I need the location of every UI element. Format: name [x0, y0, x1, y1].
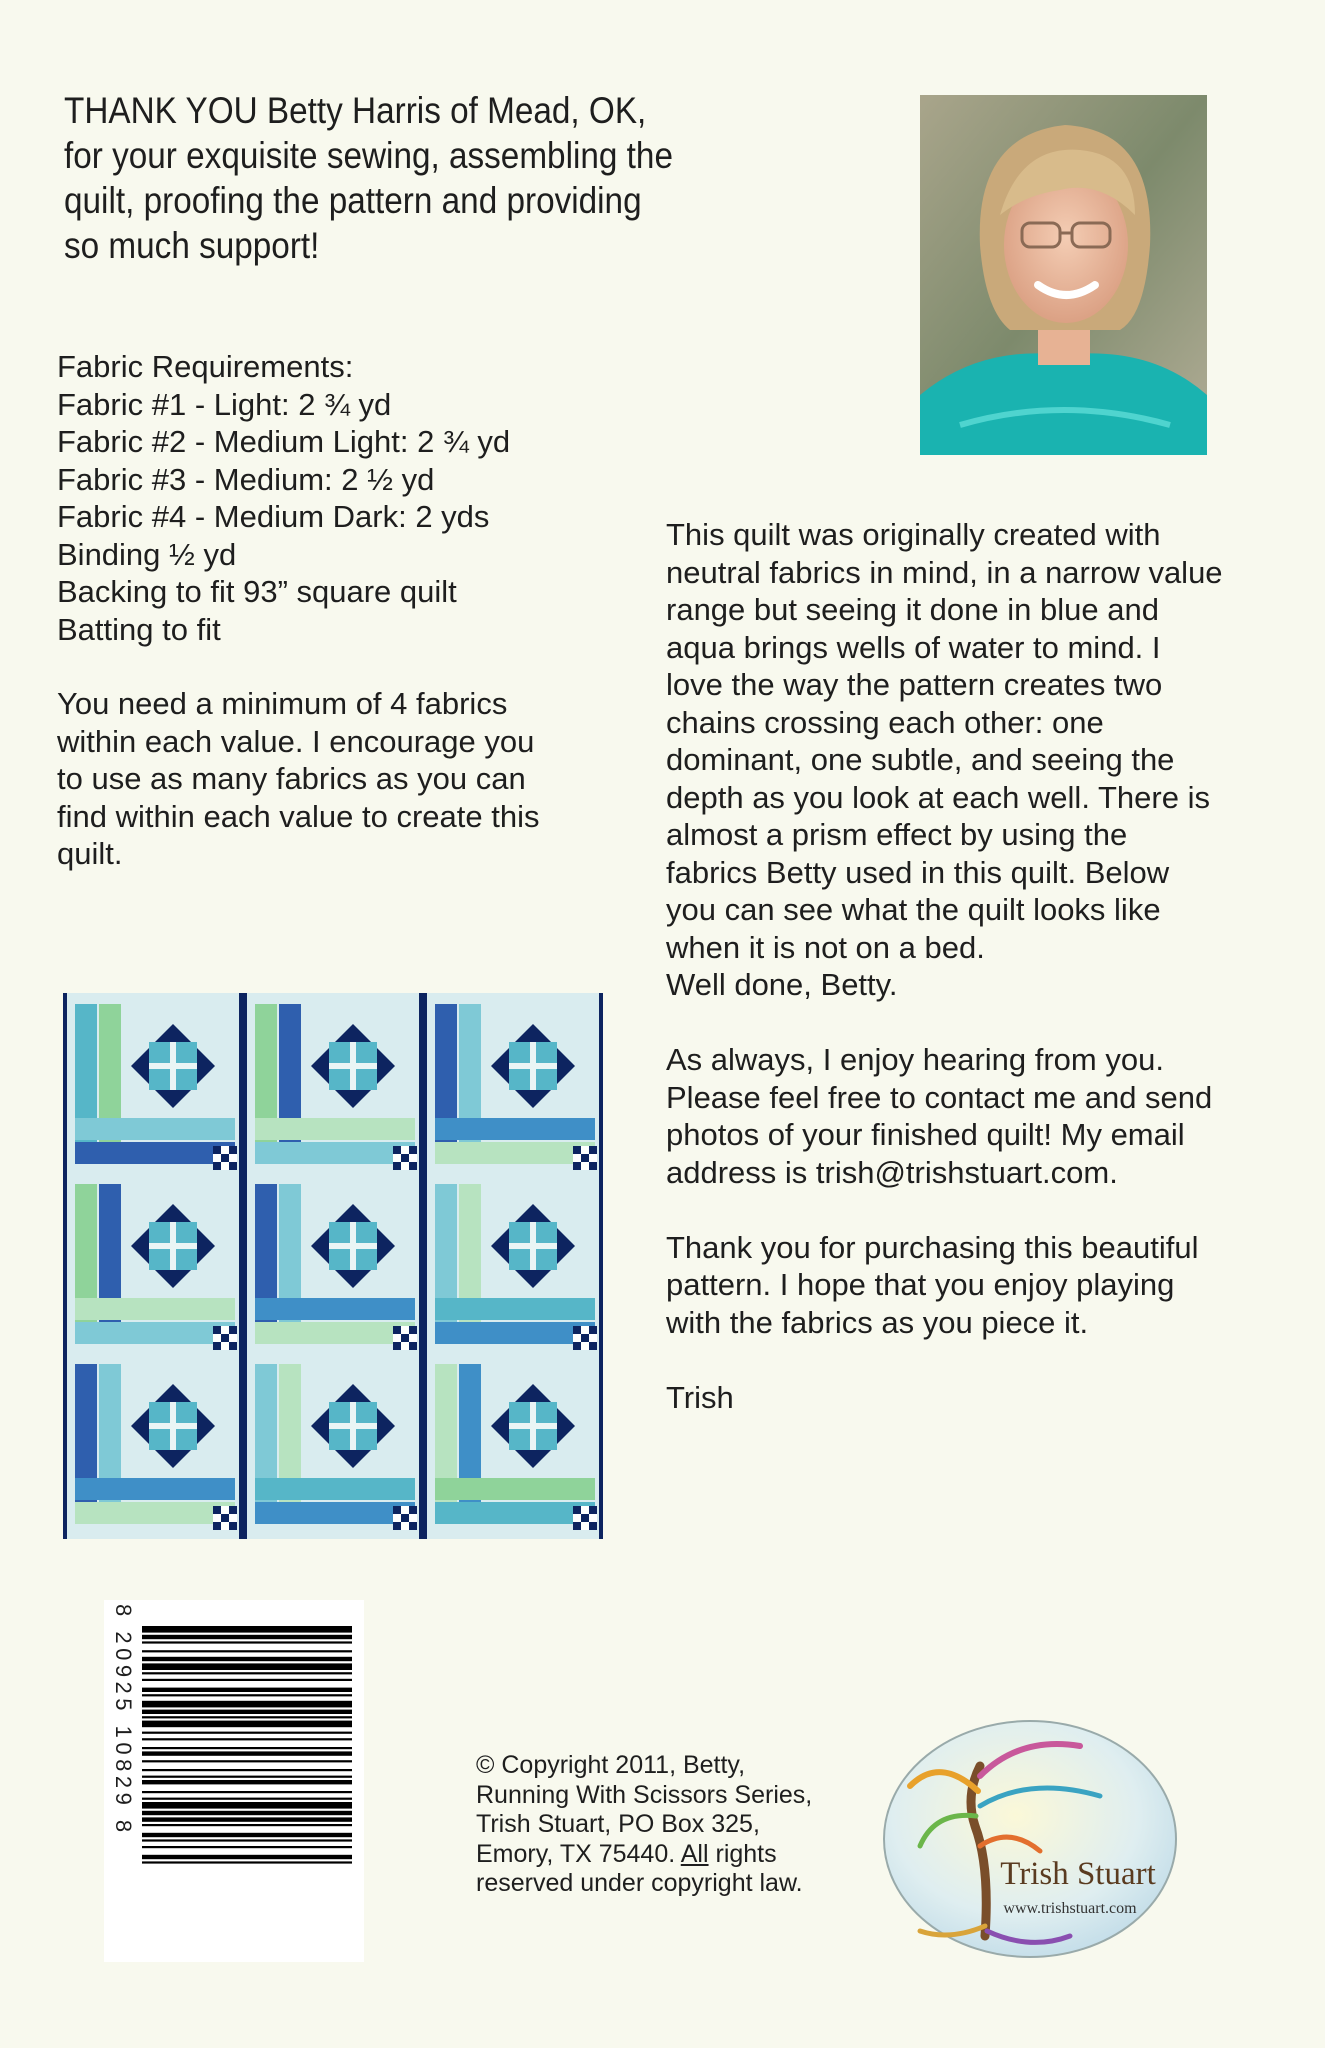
quilt-patch — [589, 1522, 597, 1530]
copyright-line: © Copyright 2011, Betty, — [476, 1751, 746, 1779]
quilt-patch — [401, 1342, 409, 1350]
copyright-rights: rights — [708, 1839, 777, 1868]
quilt-patch — [221, 1334, 229, 1342]
quilt-patch — [75, 1118, 235, 1140]
barcode-bar — [142, 1694, 352, 1696]
quilt-patch — [229, 1342, 237, 1350]
quilt-patch — [329, 1423, 377, 1429]
story-line: range but seeing it done in blue and — [666, 592, 1159, 627]
quilt-patch — [75, 1298, 235, 1320]
barcode-bar — [142, 1769, 352, 1771]
story-line: with the fabrics as you piece it. — [666, 1304, 1089, 1340]
quilt-patch — [401, 1154, 409, 1162]
quilt-patch — [213, 1506, 221, 1514]
quilt-patch — [589, 1326, 597, 1334]
quilt-patch — [589, 1154, 597, 1162]
barcode-bar — [142, 1791, 352, 1793]
barcode-bar — [142, 1839, 352, 1841]
quilt-patch — [409, 1522, 417, 1530]
barcode-bar — [142, 1802, 352, 1809]
quilt-patch — [573, 1342, 581, 1350]
story-paragraph — [666, 516, 1296, 966]
quilt-patch — [419, 993, 427, 1539]
barcode-bar — [142, 1688, 352, 1692]
quilt-photo — [63, 993, 603, 1539]
thank-you-line: so much support! — [64, 225, 320, 266]
quilt-patch — [239, 993, 247, 1539]
email-line: address is trish@trishstuart.com. — [666, 1154, 1118, 1190]
note-line: within each value. I encourage you — [57, 723, 535, 759]
author-photo — [920, 95, 1207, 455]
quilt-patch — [255, 1502, 415, 1524]
quilt-patch — [213, 1162, 221, 1170]
quilt-patch — [213, 1154, 221, 1162]
quilt-patch — [229, 1334, 237, 1342]
quilt-patch — [599, 993, 603, 1539]
story-paragraph-thanks — [666, 1229, 1296, 1342]
quilt-patch — [229, 1146, 237, 1154]
barcode-bar — [142, 1833, 352, 1837]
note-line: find within each value to create this — [57, 798, 540, 834]
quilt-patch — [509, 1063, 557, 1069]
quilt-patch — [589, 1514, 597, 1522]
quilt-patch — [221, 1506, 229, 1514]
thank-you-line: quilt, proofing the pattern and providing — [64, 180, 642, 221]
story-line: pattern. I hope that you enjoy playing — [666, 1267, 1175, 1302]
author-portrait-image — [920, 95, 1207, 455]
quilt-patch — [255, 1118, 415, 1140]
quilt-patch — [63, 993, 67, 1539]
thank-you-line: for your exquisite sewing, assembling the — [64, 135, 673, 176]
quilt-patch — [581, 1162, 589, 1170]
copyright-address: Emory, TX 75440. — [476, 1839, 681, 1868]
story-line: love the way the pattern creates two — [666, 667, 1163, 702]
quilt-patch — [229, 1326, 237, 1334]
quilt-patch — [409, 1146, 417, 1154]
quilt-patch — [221, 1146, 229, 1154]
quilt-patch — [221, 1326, 229, 1334]
story-line: depth as you look at each well. There is — [666, 779, 1210, 815]
fabric-line: Fabric #4 - Medium Dark: 2 yds — [57, 499, 490, 534]
logo-tree-icon — [880, 1716, 1180, 1962]
quilt-patch — [589, 1506, 597, 1514]
quilt-patch — [149, 1243, 197, 1249]
quilt-patch — [75, 1502, 235, 1524]
barcode-bar — [142, 1738, 352, 1740]
barcode-bar — [142, 1641, 352, 1643]
barcode — [104, 1600, 364, 1962]
quilt-patch — [75, 1478, 235, 1500]
quilt-patch — [393, 1514, 401, 1522]
quilt-patch — [573, 1522, 581, 1530]
quilt-patch — [573, 1146, 581, 1154]
binding-line: Binding ½ yd — [57, 536, 237, 572]
barcode-bar — [142, 1650, 352, 1652]
quilt-patch — [149, 1063, 197, 1069]
quilt-patch — [393, 1154, 401, 1162]
quilt-patch — [329, 1063, 377, 1069]
fabric-requirements — [57, 348, 617, 648]
quilt-patch — [409, 1154, 417, 1162]
story-line: chains crossing each other: one — [666, 704, 1104, 740]
barcode-bar — [142, 1861, 352, 1863]
copyright-line: Trish Stuart, PO Box 325, — [476, 1810, 760, 1838]
barcode-bar — [142, 1780, 352, 1784]
copyright-line: Running With Scissors Series, — [476, 1780, 813, 1809]
quilt-patch — [589, 1334, 597, 1342]
quilt-patch — [229, 1506, 237, 1514]
quilt-patch — [393, 1146, 401, 1154]
barcode-bar — [142, 1716, 352, 1718]
quilt-patch — [393, 1334, 401, 1342]
quilt-patch — [581, 1146, 589, 1154]
quilt-patch — [213, 1146, 221, 1154]
quilt-patch — [213, 1342, 221, 1350]
quilt-patch — [213, 1514, 221, 1522]
thank-you-line: THANK YOU Betty Harris of Mead, OK, — [64, 90, 647, 131]
quilt-patch — [255, 1478, 415, 1500]
barcode-bar — [142, 1798, 352, 1800]
quilt-patch — [589, 1146, 597, 1154]
barcode-bar — [142, 1817, 352, 1821]
note-line: You need a minimum of 4 fabrics — [57, 686, 508, 721]
fabric-line: Fabric #3 - Medium: 2 ½ yd — [57, 461, 435, 497]
story-line: Thank you for purchasing this beautiful — [666, 1229, 1199, 1265]
quilt-patch — [581, 1522, 589, 1530]
quilt-patch — [393, 1342, 401, 1350]
quilt-patch — [573, 1514, 581, 1522]
quilt-patch — [221, 1154, 229, 1162]
fabric-line: Fabric #1 - Light: 2 ¾ yd — [57, 386, 392, 422]
barcode-bar — [142, 1751, 352, 1755]
quilt-patch — [409, 1514, 417, 1522]
quilt-patch — [581, 1154, 589, 1162]
quilt-patch — [573, 1334, 581, 1342]
story-line: dominant, one subtle, and seeing the — [666, 742, 1175, 777]
quilt-patch — [435, 1298, 595, 1320]
barcode-bar — [142, 1663, 352, 1670]
quilt-patch — [393, 1522, 401, 1530]
trish-stuart-logo — [880, 1716, 1180, 1962]
quilt-patch — [75, 1142, 235, 1164]
quilt-patch — [229, 1162, 237, 1170]
quilt-patch — [255, 1142, 415, 1164]
story-line: almost a prism effect by using the — [666, 817, 1128, 852]
story-line: photos of your finished quilt! My email — [666, 1117, 1185, 1152]
copyright-notice — [476, 1751, 876, 1899]
story-line: As always, I enjoy hearing from you. — [666, 1042, 1164, 1077]
story-line: when it is not on a bed. — [666, 929, 985, 965]
copyright-line: reserved under copyright law. — [476, 1869, 803, 1897]
quilt-patch — [213, 1522, 221, 1530]
quilt-patch — [573, 1506, 581, 1514]
quilt-patch — [409, 1506, 417, 1514]
quilt-patch — [573, 1154, 581, 1162]
quilt-patch — [401, 1326, 409, 1334]
barcode-bar — [142, 1657, 352, 1661]
quilt-patch — [255, 1298, 415, 1320]
backing-line: Backing to fit 93” square quilt — [57, 574, 457, 609]
barcode-bar — [142, 1811, 352, 1815]
quilt-patch — [509, 1243, 557, 1249]
story-line: you can see what the quilt looks like — [666, 892, 1161, 927]
note-line: to use as many fabrics as you can — [57, 761, 526, 796]
quilt-patch — [581, 1342, 589, 1350]
fabric-line: Fabric #2 - Medium Light: 2 ¾ yd — [57, 424, 511, 459]
quilt-patch — [255, 1322, 415, 1344]
quilt-patch — [435, 1322, 595, 1344]
quilt-patch — [221, 1342, 229, 1350]
quilt-story — [666, 516, 1296, 1454]
quilt-patch — [435, 1502, 595, 1524]
batting-line: Batting to fit — [57, 611, 221, 647]
quilt-patch — [221, 1522, 229, 1530]
quilt-patch — [589, 1162, 597, 1170]
quilt-patch — [581, 1326, 589, 1334]
quilt-patch — [573, 1162, 581, 1170]
quilt-patch — [401, 1514, 409, 1522]
note-line: quilt. — [57, 836, 123, 871]
copyright-all: All — [680, 1839, 709, 1868]
quilt-patch — [229, 1514, 237, 1522]
barcode-bar — [142, 1846, 352, 1848]
quilt-patch — [213, 1326, 221, 1334]
quilt-patch — [435, 1118, 595, 1140]
quilt-pattern-image — [63, 993, 603, 1539]
quilt-patch — [329, 1243, 377, 1249]
fabric-requirements-heading: Fabric Requirements: — [57, 349, 354, 384]
quilt-patch — [581, 1506, 589, 1514]
barcode-bar — [142, 1672, 352, 1674]
story-line: This quilt was originally created with — [666, 517, 1161, 552]
quilt-patch — [149, 1423, 197, 1429]
quilt-patch — [435, 1142, 595, 1164]
barcode-bar — [142, 1721, 352, 1728]
barcode-bar — [142, 1776, 352, 1778]
logo-name: Trish Stuart — [1000, 1856, 1156, 1892]
barcode-bar — [142, 1732, 352, 1734]
quilt-patch — [581, 1334, 589, 1342]
quilt-patch — [409, 1326, 417, 1334]
story-line: fabrics Betty used in this quilt. Below — [666, 854, 1170, 890]
quilt-patch — [401, 1334, 409, 1342]
quilt-patch — [401, 1146, 409, 1154]
quilt-patch — [573, 1326, 581, 1334]
story-line: neutral fabrics in mind, in a narrow value — [666, 554, 1223, 590]
quilt-patch — [393, 1326, 401, 1334]
barcode-bar — [142, 1760, 352, 1762]
quilt-patch — [409, 1162, 417, 1170]
quilt-patch — [221, 1162, 229, 1170]
quilt-patch — [221, 1514, 229, 1522]
quilt-patch — [509, 1423, 557, 1429]
logo-url: www.trishstuart.com — [1003, 1900, 1137, 1917]
quilt-patch — [401, 1522, 409, 1530]
quilt-patch — [435, 1478, 595, 1500]
quilt-patch — [229, 1522, 237, 1530]
barcode-bar — [142, 1824, 352, 1826]
barcode-bar — [142, 1679, 352, 1681]
quilt-patch — [401, 1506, 409, 1514]
quilt-patch — [409, 1342, 417, 1350]
barcode-bar — [142, 1710, 352, 1714]
barcode-bar — [142, 1626, 352, 1633]
barcode-bar — [142, 1747, 352, 1749]
quilt-patch — [581, 1514, 589, 1522]
quilt-patch — [589, 1342, 597, 1350]
quilt-patch — [75, 1322, 235, 1344]
quilt-patch — [409, 1334, 417, 1342]
quilt-patch — [229, 1154, 237, 1162]
copyright-line — [476, 1840, 876, 1870]
story-line: Please feel free to contact me and send — [666, 1079, 1213, 1115]
barcode-bar — [142, 1701, 352, 1708]
barcode-digits-text: 8 20925 10829 8 — [111, 1604, 136, 1837]
quilt-patch — [401, 1162, 409, 1170]
minimum-fabrics-note — [57, 685, 617, 873]
barcode-number — [108, 1604, 138, 1958]
barcode-bar — [142, 1855, 352, 1859]
barcode-bars — [104, 1600, 364, 1962]
story-paragraph-contact — [666, 1041, 1296, 1191]
thank-you-note — [64, 88, 694, 268]
story-line: aqua brings wells of water to mind. I — [666, 629, 1161, 665]
quilt-patch — [393, 1506, 401, 1514]
barcode-bar — [142, 1635, 352, 1639]
signoff: Trish — [666, 1379, 734, 1415]
well-done-line: Well done, Betty. — [666, 967, 898, 1002]
quilt-patch — [213, 1334, 221, 1342]
quilt-patch — [393, 1162, 401, 1170]
